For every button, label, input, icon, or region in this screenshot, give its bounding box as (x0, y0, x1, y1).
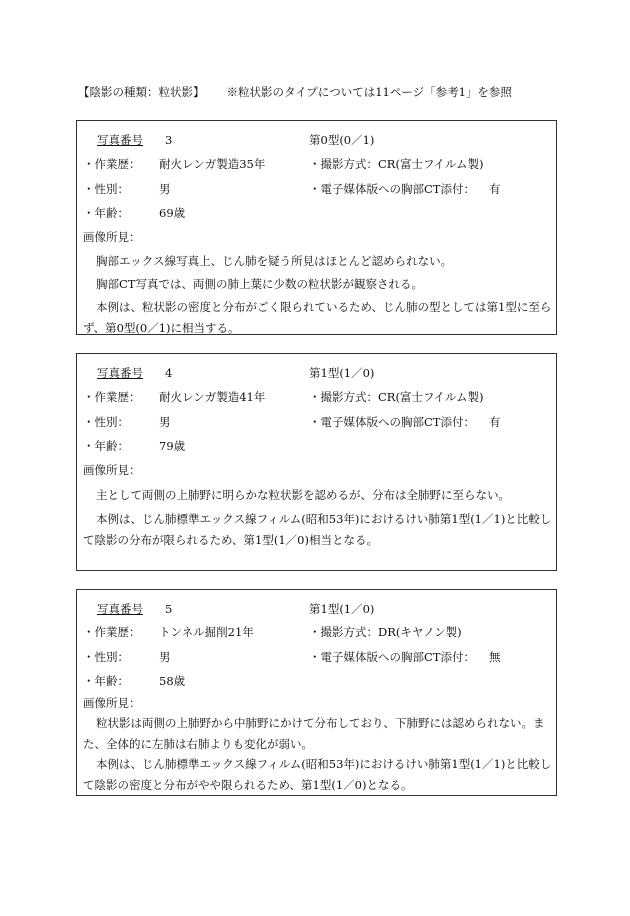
sex-value: 男 (159, 415, 171, 429)
photo-number (97, 601, 172, 617)
findings-paragraph: 胸部エックス線写真上、じん肺を疑う所見はほとんど認められない。 (96, 254, 453, 268)
photo-number-label: 写真番号 (97, 366, 143, 380)
photo-number-value: 4 (165, 366, 173, 380)
occupation-value: トンネル掘削21年 (159, 625, 254, 639)
case-card (76, 353, 557, 571)
sex-value: 男 (159, 182, 171, 196)
photo-number-label: 写真番号 (97, 602, 143, 616)
method-row (309, 156, 483, 172)
findings-paragraph: 粒状影は両側の上肺野から中肺野にかけて分布しており、下肺野には認められない。また、全体的に左肺は右肺よりも変化が弱い。 (83, 716, 545, 751)
case-card (76, 589, 557, 796)
page-header (78, 84, 512, 100)
ct-value: 有 (488, 415, 501, 429)
sex-row (83, 181, 171, 197)
pneumoconiosis-type: 第1型(1／0) (309, 366, 375, 380)
occupation-row (83, 624, 254, 640)
method-label: ・撮影方式： (309, 625, 378, 639)
occupation-label: ・作業歴： (83, 625, 141, 639)
method-label: ・撮影方式： (309, 390, 378, 404)
ct-value: 有 (488, 182, 501, 196)
occupation-row (83, 389, 266, 405)
age-label: ・年齢： (83, 674, 129, 688)
sex-label: ・性別： (83, 415, 129, 429)
ct-row (309, 414, 500, 430)
sex-label: ・性別： (83, 182, 129, 196)
findings-label: 画像所見： (83, 230, 141, 244)
ct-label: ・電子媒体版への胸部CT添付： (309, 650, 475, 664)
photo-number-value: 3 (165, 133, 173, 147)
occupation-label: ・作業歴： (83, 390, 141, 404)
method-row (309, 389, 483, 405)
photo-number-label: 写真番号 (97, 133, 143, 147)
photo-number (97, 132, 172, 148)
sex-row (83, 649, 171, 665)
ct-label: ・電子媒体版への胸部CT添付： (309, 182, 475, 196)
age-row (83, 673, 186, 689)
findings-paragraph: 本例は、じん肺標準エックス線フィルム(昭和53年)におけるけい肺第1型(1／1)と比較して陰影の分布が限られるため、第1型(1／0)相当となる。 (83, 512, 552, 547)
occupation-value: 耐火レンガ製造41年 (159, 390, 266, 404)
age-row (83, 438, 186, 454)
findings-label: 画像所見： (83, 463, 141, 477)
pneumoconiosis-type: 第0型(0／1) (309, 133, 375, 147)
sex-label: ・性別： (83, 650, 129, 664)
ct-row (309, 649, 500, 665)
occupation-row (83, 156, 266, 172)
sex-value: 男 (159, 650, 171, 664)
case-card (76, 120, 557, 335)
method-label: ・撮影方式： (309, 157, 378, 171)
ct-value: 無 (488, 650, 501, 664)
age-value: 79歳 (159, 439, 186, 453)
photo-number-value: 5 (165, 602, 173, 616)
ct-row (309, 181, 500, 197)
method-row (309, 624, 462, 640)
findings-paragraph: 本例は、粒状影の密度と分布がごく限られているため、じん肺の型としては第1型に至らず、第0型(0／1)に相当する。 (83, 300, 552, 335)
photo-number (97, 365, 172, 381)
findings-paragraph: 本例は、じん肺標準エックス線フィルム(昭和53年)におけるけい肺第1型(1／1)と比較して陰影の密度と分布がやや限られるため、第1型(1／0)となる。 (83, 757, 552, 792)
ct-label: ・電子媒体版への胸部CT添付： (309, 415, 475, 429)
shadow-type-title: 【陰影の種類：粒状影】 (78, 85, 205, 99)
method-value: CR(富士フイルム製) (378, 390, 484, 404)
findings-paragraph: 主として両側の上肺野に明らかな粒状影を認めるが、分布は全肺野に至らない。 (96, 488, 510, 502)
age-value: 58歳 (159, 674, 186, 688)
age-label: ・年齢： (83, 439, 129, 453)
occupation-label: ・作業歴： (83, 157, 141, 171)
method-value: CR(富士フイルム製) (378, 157, 484, 171)
age-row (83, 205, 186, 221)
findings-label: 画像所見： (83, 696, 141, 710)
findings-paragraph: 胸部CT写真では、両側の肺上葉に少数の粒状影が観察される。 (96, 277, 423, 291)
pneumoconiosis-type: 第1型(1／0) (309, 602, 375, 616)
sex-row (83, 414, 171, 430)
shadow-type-note: ※粒状影のタイプについては11ページ「参考1」を参照 (226, 85, 512, 99)
age-label: ・年齢： (83, 206, 129, 220)
occupation-value: 耐火レンガ製造35年 (159, 157, 266, 171)
method-value: DR(キヤノン製) (378, 625, 462, 639)
age-value: 69歳 (159, 206, 186, 220)
